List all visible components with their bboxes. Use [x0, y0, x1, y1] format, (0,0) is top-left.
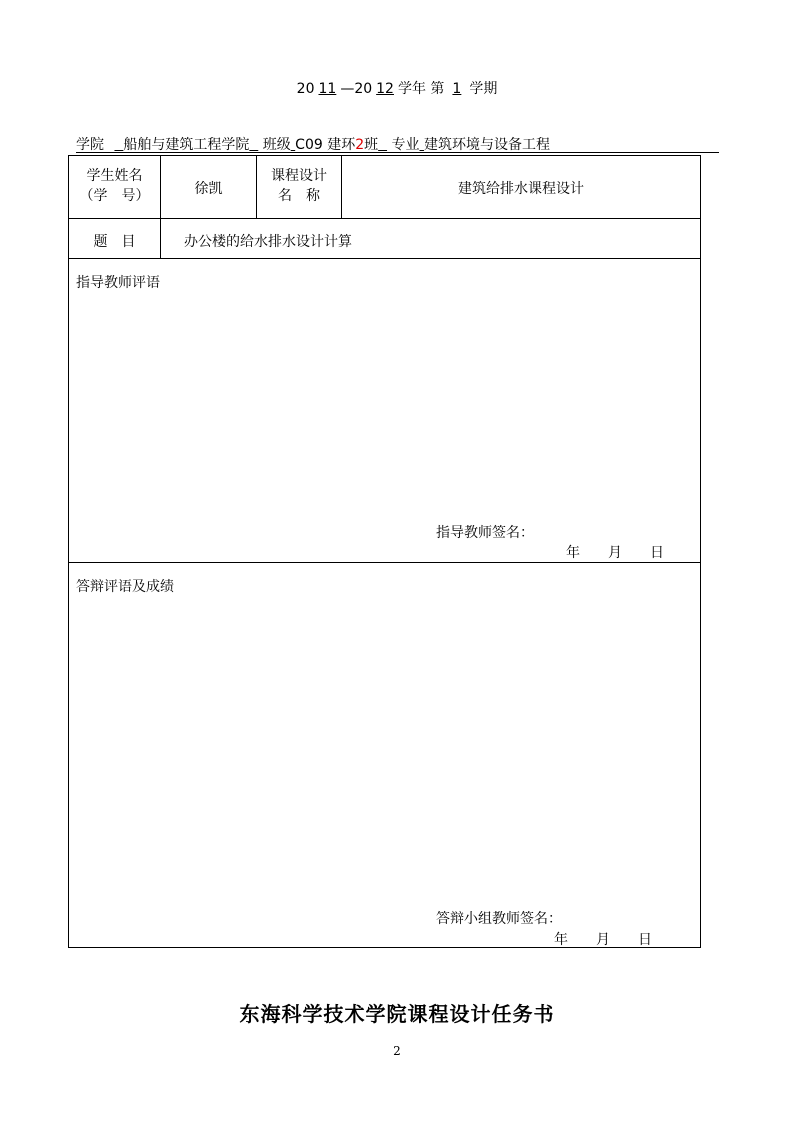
- college-value: 船舶与建筑工程学院: [123, 137, 250, 153]
- year-dash: —20: [340, 81, 373, 97]
- class-label: 班级: [262, 137, 291, 153]
- defense-date: 年 月 日: [554, 932, 652, 948]
- major-label: 专业: [391, 137, 420, 153]
- col-divider-1: [160, 155, 161, 259]
- student-name-value: 徐凯: [194, 181, 223, 197]
- table-border-left: [68, 155, 69, 948]
- advisor-signature-label: 指导教师签名：: [436, 525, 534, 541]
- row-divider-3: [68, 562, 701, 563]
- design-name-value: 建筑给排水课程设计: [458, 181, 584, 197]
- major-value: 建筑环境与设备工程: [423, 137, 550, 153]
- topic-value: 办公楼的给水排水设计计算: [184, 234, 352, 250]
- term-label: 学期: [469, 81, 498, 97]
- row-divider-2: [68, 258, 701, 259]
- year-label: 学年 第: [397, 81, 445, 97]
- info-line: [76, 134, 719, 153]
- topic-label: 题 目: [93, 234, 136, 250]
- defense-comment-label: 答辩评语及成绩: [76, 579, 174, 595]
- year-prefix: 20: [296, 81, 315, 97]
- academic-year-line: [0, 78, 794, 98]
- row-divider-1: [68, 218, 701, 219]
- table-border-right: [700, 155, 701, 948]
- term-number: 1: [452, 81, 462, 97]
- design-name-label: 课程设计 名 称: [271, 168, 327, 204]
- table-border-top: [68, 155, 701, 156]
- advisor-comment-label: 指导教师评语: [76, 275, 160, 291]
- document-title: 东海科学技术学院课程设计任务书: [239, 1002, 555, 1026]
- student-name-label: 学生姓名 （学 号）: [79, 168, 150, 204]
- college-label: 学院: [76, 137, 104, 153]
- advisor-date: 年 月 日: [566, 545, 664, 561]
- defense-signature-label: 答辩小组教师签名：: [436, 911, 562, 927]
- page-number: 2: [393, 1044, 401, 1058]
- year-start: 11: [318, 81, 337, 97]
- class-value: C09 建环2班: [295, 137, 379, 153]
- year-end: 12: [376, 81, 394, 97]
